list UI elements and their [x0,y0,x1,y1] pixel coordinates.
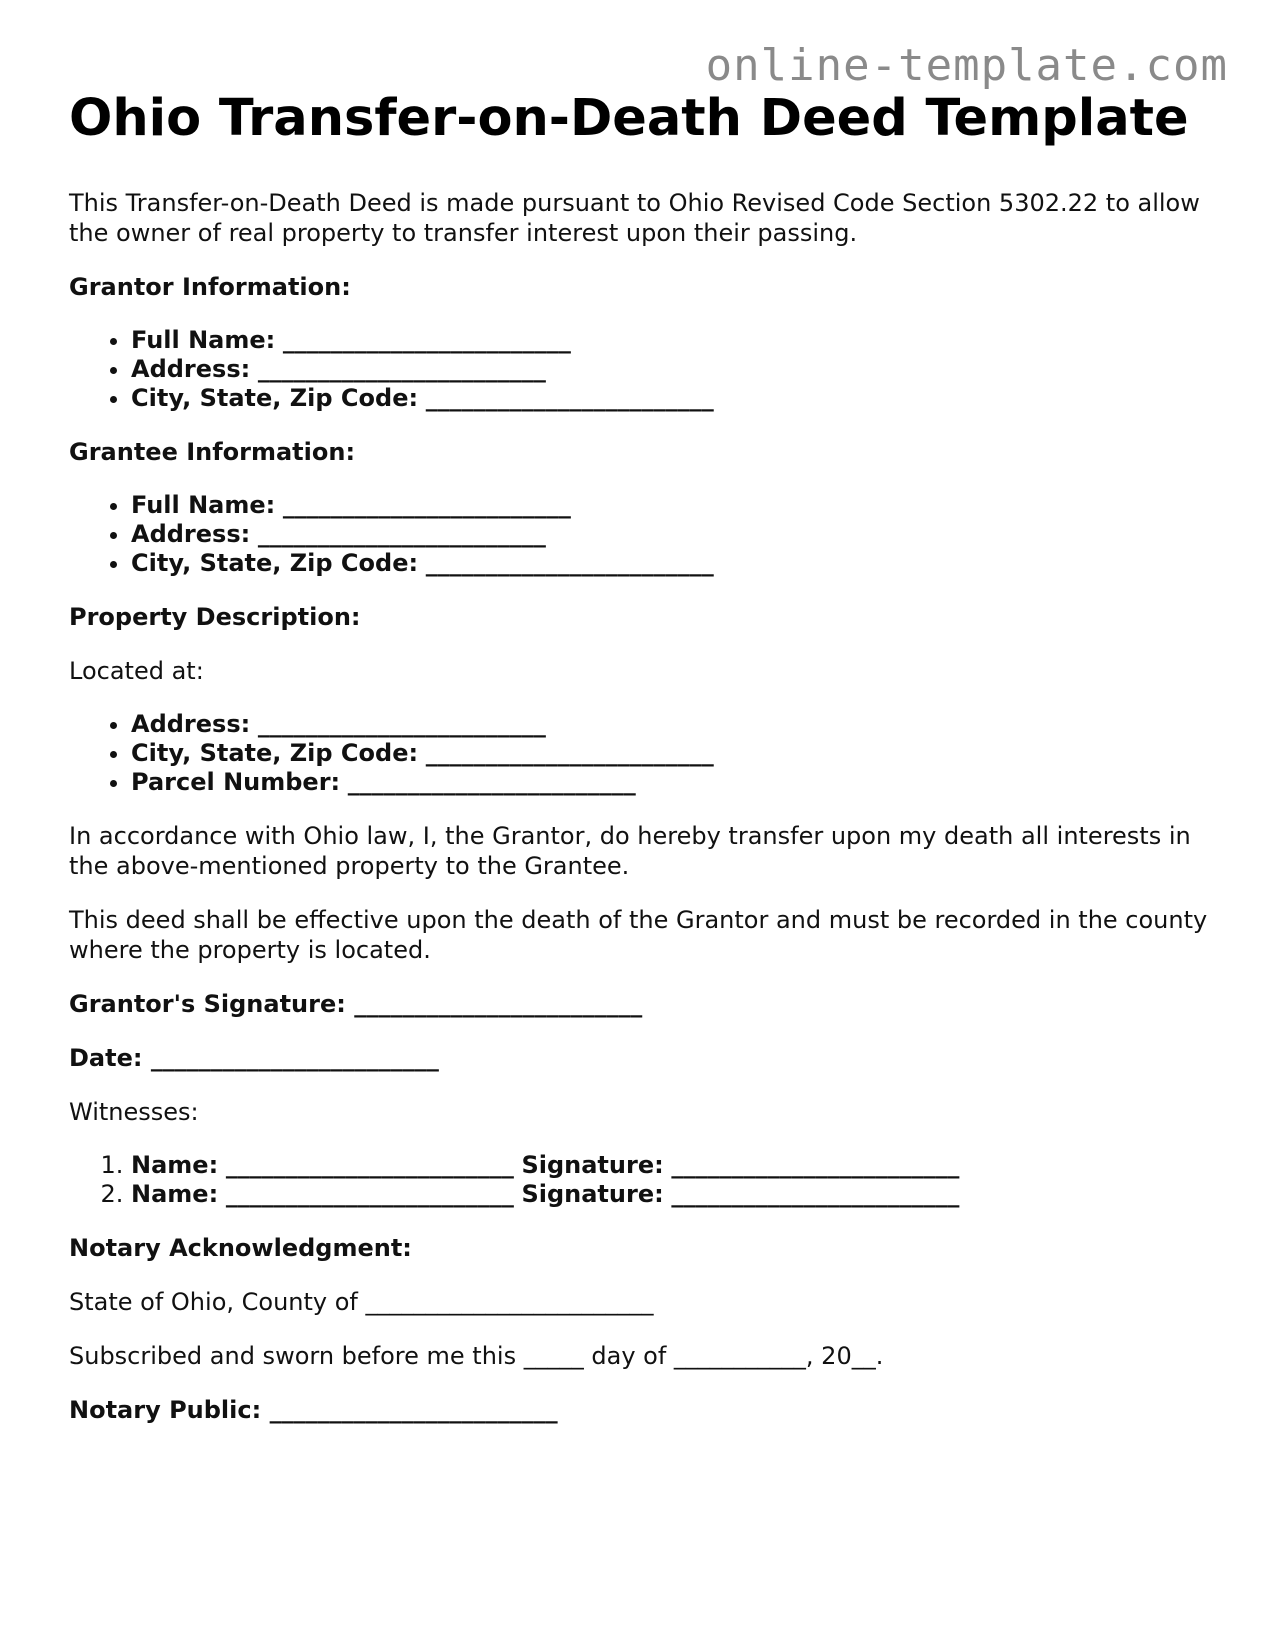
grantor-signature-line [69,989,1219,1019]
date-line [69,1043,1219,1073]
notary-month-blank[interactable]: ___________ [673,1342,806,1370]
witness-1-signature-blank[interactable]: ________________________ [671,1151,960,1179]
grantee-address-item [131,520,1219,549]
property-parcel-item [131,768,1219,797]
property-address-label: Address: [131,710,251,738]
property-parcel-blank[interactable]: ________________________ [347,768,636,796]
notary-subscribed-prefix: Subscribed and sworn before me this [69,1342,517,1370]
notary-public-line [69,1395,1219,1425]
notary-day-blank[interactable]: _____ [523,1342,584,1370]
witness-1-name-blank[interactable]: ________________________ [225,1151,514,1179]
grantee-address-label: Address: [131,520,251,548]
witness-item-1 [131,1151,1219,1180]
notary-year-prefix: , 20 [805,1342,852,1370]
witness-2-name-label: Name: [131,1180,219,1208]
notary-state-county-label: State of Ohio, County of [69,1288,358,1316]
grantor-address-item [131,355,1219,384]
notary-period: . [875,1342,884,1370]
grantee-list [69,491,1219,578]
grantor-city-blank[interactable]: ________________________ [425,384,714,412]
notary-county-blank[interactable]: ________________________ [365,1288,654,1316]
property-address-item [131,710,1219,739]
grantor-full-name-label: Full Name: [131,326,276,354]
property-city-blank[interactable]: ________________________ [425,739,714,767]
grantor-address-label: Address: [131,355,251,383]
property-parcel-label: Parcel Number: [131,768,341,796]
date-label: Date: [69,1044,143,1072]
property-located-at: Located at: [69,657,204,685]
date-blank[interactable]: ________________________ [150,1044,439,1072]
transfer-clause: In accordance with Ohio law, I, the Grantor, do hereby transfer upon my death all interests in the above-mentioned property to the Grantee. [69,822,1191,880]
effective-clause: This deed shall be effective upon the death of the Grantor and must be recorded in the county where the property is located. [69,906,1208,964]
witness-1-name-label: Name: [131,1151,219,1179]
property-city-item [131,739,1219,768]
grantor-address-blank[interactable]: ________________________ [257,355,546,383]
witness-1-signature-label: Signature: [521,1151,664,1179]
notary-day-of-label: day of [591,1342,667,1370]
property-address-blank[interactable]: ________________________ [257,710,546,738]
property-city-label: City, State, Zip Code: [131,739,419,767]
grantee-full-name-label: Full Name: [131,491,276,519]
document-title: Ohio Transfer-on-Death Deed Template [69,89,1189,148]
grantee-full-name-blank[interactable]: ________________________ [282,491,571,519]
grantor-city-label: City, State, Zip Code: [131,384,419,412]
witnesses-heading: Witnesses: [69,1098,199,1126]
property-list [69,710,1219,797]
notary-heading: Notary Acknowledgment: [69,1234,412,1262]
grantee-full-name-item [131,491,1219,520]
notary-public-label: Notary Public: [69,1396,262,1424]
grantor-full-name-blank[interactable]: ________________________ [282,326,571,354]
document-page [69,86,1219,1425]
grantee-city-item [131,549,1219,578]
grantor-city-item [131,384,1219,413]
grantee-address-blank[interactable]: ________________________ [257,520,546,548]
grantor-list [69,326,1219,413]
grantor-heading: Grantor Information: [69,273,351,301]
notary-year-blank[interactable]: __ [851,1342,876,1370]
witness-2-name-blank[interactable]: ________________________ [225,1180,514,1208]
intro-paragraph: This Transfer-on-Death Deed is made pursuant to Ohio Revised Code Section 5302.22 to allow the owner of real property to transfer interest upon their passing. [69,189,1200,247]
witness-item-2 [131,1180,1219,1209]
witness-2-signature-blank[interactable]: ________________________ [671,1180,960,1208]
witness-list [69,1151,1219,1209]
notary-public-blank[interactable]: ________________________ [269,1396,558,1424]
witness-2-signature-label: Signature: [521,1180,664,1208]
grantor-signature-label: Grantor's Signature: [69,990,346,1018]
grantee-city-blank[interactable]: ________________________ [425,549,714,577]
property-heading: Property Description: [69,603,361,631]
watermark: online-template.com [705,40,1228,91]
grantor-signature-blank[interactable]: ________________________ [354,990,643,1018]
grantor-full-name-item [131,326,1219,355]
notary-subscribed-line [69,1341,1219,1371]
grantee-heading: Grantee Information: [69,438,356,466]
grantee-city-label: City, State, Zip Code: [131,549,419,577]
notary-state-county-line [69,1287,1219,1317]
